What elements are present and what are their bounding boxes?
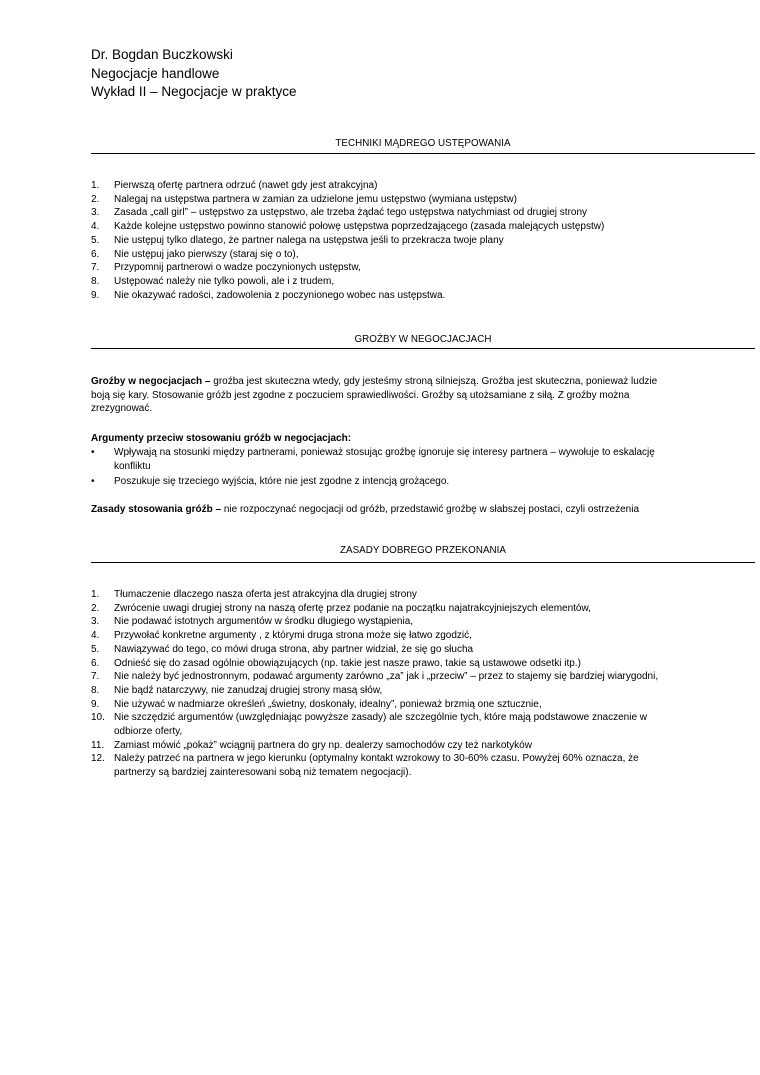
list-item (91, 615, 671, 629)
list-item-text: Nie podawać istotnych argumentów w środku długiego wystąpienia, (114, 616, 414, 628)
list-item-number: 3. (91, 207, 100, 219)
section-title-concessions: TECHNIKI MĄDREGO USTĘPOWANIA (335, 138, 511, 149)
list-item (91, 684, 671, 698)
list-item (91, 248, 671, 262)
list-item (91, 193, 671, 207)
list-item-text: Każde kolejne ustępstwo powinno stanowić połowę ustępstwa poprzedzającego (zasada malejących ustępstw) (114, 221, 605, 233)
list-item-number: 8. (91, 275, 100, 287)
section-title-threats: GROŹBY W NEGOCJACJACH (354, 334, 492, 345)
threats-intro-paragraph (91, 375, 661, 416)
list-item-text: Nalegaj na ustępstwa partnera w zamian za udzielone jemu ustępstwo (wymiana ustępstw) (114, 193, 517, 205)
list-item-number: 6. (91, 248, 100, 260)
course-title: Negocjacje handlowe (91, 65, 220, 81)
bullet-item (91, 475, 661, 489)
list-item (91, 698, 671, 712)
list-item-number: 4. (91, 630, 100, 642)
bullet-icon: • (91, 476, 95, 488)
list-item (91, 657, 671, 671)
list-item-number: 11. (91, 739, 105, 751)
arguments-against-threats-list (91, 446, 661, 491)
list-item-text: Nie szczędzić argumentów (uwzględniając powyższe zasady) ale szczególnie tych, które mają podstawowe znaczenie w odbiorze oferty, (114, 712, 648, 738)
list-item (91, 588, 671, 602)
threat-rules-bold: Zasady stosowania gróźb – (91, 504, 222, 515)
list-item (91, 739, 671, 753)
arguments-heading (91, 432, 661, 446)
list-item (91, 670, 671, 684)
list-item-number: 7. (91, 262, 100, 274)
list-item-text: Nie używać w nadmiarze określeń „świetny, doskonały, idealny”, ponieważ brzmią one sztucznie, (114, 698, 542, 710)
list-item-number: 2. (91, 193, 100, 205)
list-item-number: 1. (91, 180, 100, 191)
list-item-number: 8. (91, 684, 100, 696)
bullet-text: Wpływają na stosunki między partnerami, ponieważ stosując groźbę ignoruje się interesy partnera – wywołuje to eskalację konfliktu (114, 447, 655, 472)
author-name: Dr. Bogdan Buczkowski (91, 47, 233, 62)
list-item (91, 220, 671, 234)
list-item-number: 6. (91, 657, 100, 669)
list-item-number: 5. (91, 643, 100, 655)
list-item-number: 10. (91, 712, 105, 724)
list-item-number: 12. (91, 753, 105, 765)
list-item-text: Nie ustępuj jako pierwszy (staraj się o to), (114, 248, 299, 260)
list-item-number: 7. (91, 671, 100, 683)
list-item (91, 179, 671, 193)
section-divider (91, 562, 755, 563)
list-item-text: Nawiązywać do tego, co mówi druga strona, aby partner widział, że się go słucha (114, 643, 474, 655)
list-item-text: Odnieść się do zasad ogólnie obowiązujących (np. takie jest nasze prawo, takie są ustawowe odsetki itp.) (114, 657, 581, 669)
bullet-text: Poszukuje się trzeciego wyjścia, które nie jest zgodne z intencją grożącego. (114, 476, 450, 488)
threat-rules-text: nie rozpoczynać negocjacji od gróźb, przedstawić groźbę w słabszej postaci, czyli ostrzeżenia (221, 504, 640, 515)
list-item-text: Przypomnij partnerowi o wadze poczynionych ustępstw, (114, 262, 361, 274)
list-item (91, 234, 671, 248)
list-item-text: Należy patrzeć na partnera w jego kierunku (optymalny kontakt wzrokowy to 30-60% czasu. Powyżej 60% oznacza, że partnerzy są bardziej zainteresowani sobą niż tematem negocjacji). (114, 753, 639, 779)
list-item (91, 629, 671, 643)
list-item (91, 752, 671, 779)
persuasion-rules-list (91, 588, 671, 780)
bullet-item (91, 446, 661, 473)
section-divider (91, 348, 755, 349)
list-item-text: Pierwszą ofertę partnera odrzuć (nawet gdy jest atrakcyjna) (114, 180, 378, 191)
bullet-icon: • (91, 447, 95, 458)
concession-techniques-list (91, 179, 671, 302)
threat-rules-paragraph (91, 503, 661, 517)
lecture-title: Wykład II – Negocjacje w praktyce (91, 84, 297, 99)
section-title-persuasion: ZASADY DOBREGO PRZEKONANIA (339, 545, 507, 556)
list-item-number: 9. (91, 698, 100, 710)
list-item-number: 4. (91, 221, 100, 233)
list-item-number: 2. (91, 602, 100, 614)
list-item-text: Zasada „call girl” – ustępstwo za ustępstwo, ale trzeba żądać tego ustępstwa natychmiast od drugiej strony (114, 207, 588, 219)
list-item-number: 3. (91, 616, 100, 628)
list-item-text: Nie okazywać radości, zadowolenia z poczynionego wobec nas ustępstwa. (114, 289, 446, 301)
list-item-text: Zwrócenie uwagi drugiej strony na naszą ofertę przez podanie na początku najatrakcyjniejszych elementów, (114, 602, 591, 614)
document-header (91, 46, 296, 102)
arguments-heading-text: Argumenty przeciw stosowaniu gróźb w negocjacjach: (91, 433, 352, 444)
list-item (91, 275, 671, 289)
list-item (91, 643, 671, 657)
list-item (91, 711, 671, 738)
list-item-number: 9. (91, 289, 100, 301)
threats-intro-text: groźba jest skuteczna wtedy, gdy jesteśmy stroną silniejszą. Groźba jest skuteczna, ponieważ ludzie boją się kary. Stosowanie gróźb jest zgodne z poczuciem sprawiedliwości. Groźby są utożsamiane z siłą. Z groźby można zrezygnować. (91, 376, 658, 415)
threats-intro-bold: Groźby w negocjacjach – (91, 376, 211, 387)
list-item-text: Zamiast mówić „pokaż” wciągnij partnera do gry np. dealerzy samochodów czy też narkotyków (114, 739, 532, 751)
list-item-text: Ustępować należy nie tylko powoli, ale i z trudem, (114, 275, 335, 287)
list-item (91, 206, 671, 220)
list-item (91, 261, 671, 275)
list-item-number: 1. (91, 589, 100, 600)
list-item (91, 602, 671, 616)
list-item-text: Przywołać konkretne argumenty , z którymi druga strona może się łatwo zgodzić, (114, 630, 472, 642)
section-divider (91, 153, 755, 154)
list-item-text: Nie należy być jednostronnym, podawać argumenty zarówno „za” jak i „przeciw” – przez to stajemy się bardziej wiarygodni, (114, 671, 659, 683)
list-item-number: 5. (91, 234, 100, 246)
list-item-text: Nie bądź natarczywy, nie zanudzaj drugiej strony masą słów, (114, 684, 383, 696)
list-item-text: Tłumaczenie dlaczego nasza oferta jest atrakcyjna dla drugiej strony (114, 589, 417, 600)
list-item (91, 289, 671, 303)
list-item-text: Nie ustępuj tylko dlatego, że partner nalega na ustępstwa jeśli to przekracza twoje plany (114, 234, 504, 246)
